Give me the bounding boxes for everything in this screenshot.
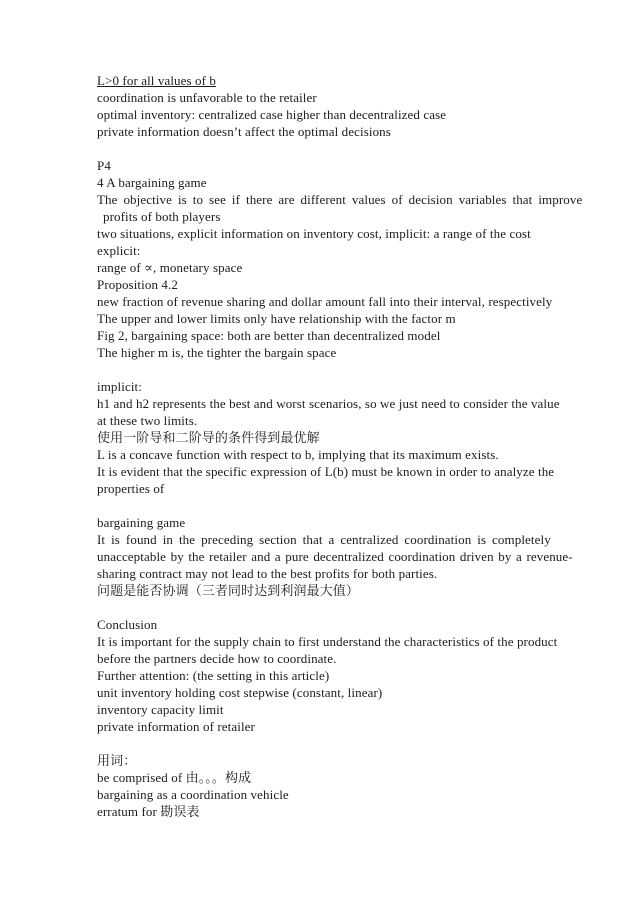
note-line: It is evident that the specific expression of L(b) must be known in order to analyze the (97, 464, 555, 479)
vocabulary-entry: bargaining as a coordination vehicle (97, 787, 289, 802)
note-line-wrapped: properties of (97, 481, 165, 496)
note-line: implicit: (97, 379, 142, 394)
note-line: It is found in the preceding section that a centralized coordination is completely (97, 532, 551, 547)
note-line: unit inventory holding cost stepwise (constant, linear) (97, 685, 383, 700)
underlined-note-line: L>0 for all values of b (97, 73, 217, 88)
note-line: Further attention: (the setting in this article) (97, 668, 330, 683)
note-line-wrapped: profits of both players (103, 209, 221, 224)
note-line: The higher m is, the tighter the bargain space (97, 345, 337, 360)
section-bargaining-game-summary (97, 514, 571, 599)
note-line-wrapped: before the partners decide how to coordinate. (97, 651, 337, 666)
note-line-wrapped: at these two limits. (97, 413, 198, 428)
note-line: Fig 2, bargaining space: both are better than decentralized model (97, 328, 441, 343)
section-heading: Conclusion (97, 617, 158, 632)
note-line: coordination is unfavorable to the retailer (97, 90, 317, 105)
note-line: new fraction of revenue sharing and dollar amount fall into their interval, respectively (97, 294, 553, 309)
section-heading: bargaining game (97, 515, 186, 530)
page-ref-label: P4 (97, 158, 111, 173)
note-line: inventory capacity limit (97, 702, 224, 717)
section-vocabulary (97, 752, 571, 820)
note-line: range of ∝, monetary space (97, 260, 243, 275)
note-line: two situations, explicit information on inventory cost, implicit: a range of the cost (97, 226, 531, 241)
chinese-note-line: 问题是能否协调（三者同时达到利润最大值） (97, 583, 360, 598)
section-implicit-case (97, 378, 571, 497)
section-p3-findings (97, 72, 571, 140)
note-line: private information doesn’t affect the optimal decisions (97, 124, 391, 139)
note-line: explicit: (97, 243, 141, 258)
note-line: h1 and h2 represents the best and worst scenarios, so we just need to consider the value (97, 396, 560, 411)
note-line: The objective is to see if there are different values of decision variables that improve (97, 192, 583, 207)
note-line-wrapped: sharing contract may not lead to the best profits for both parties. (97, 566, 438, 581)
note-line: unacceptable by the retailer and a pure decentralized coordination driven by a revenue- (97, 549, 573, 564)
section-conclusion (97, 616, 571, 735)
notes-text-block (97, 72, 583, 820)
note-line: It is important for the supply chain to first understand the characteristics of the product (97, 634, 558, 649)
note-line: L is a concave function with respect to b, implying that its maximum exists. (97, 447, 499, 462)
vocabulary-entry: be comprised of 由。。。构成 (97, 770, 252, 785)
proposition-label: Proposition 4.2 (97, 277, 178, 292)
vocabulary-heading: 用词： (97, 753, 137, 768)
note-line: The upper and lower limits only have relationship with the factor m (97, 311, 456, 326)
note-line: private information of retailer (97, 719, 255, 734)
section-heading: 4 A bargaining game (97, 175, 207, 190)
note-line: optimal inventory: centralized case higher than decentralized case (97, 107, 447, 122)
vocabulary-entry: erratum for 勘误表 (97, 804, 200, 819)
section-p4-bargaining-game (97, 157, 583, 361)
chinese-note-line: 使用一阶导和二阶导的条件得到最优解 (97, 430, 320, 445)
